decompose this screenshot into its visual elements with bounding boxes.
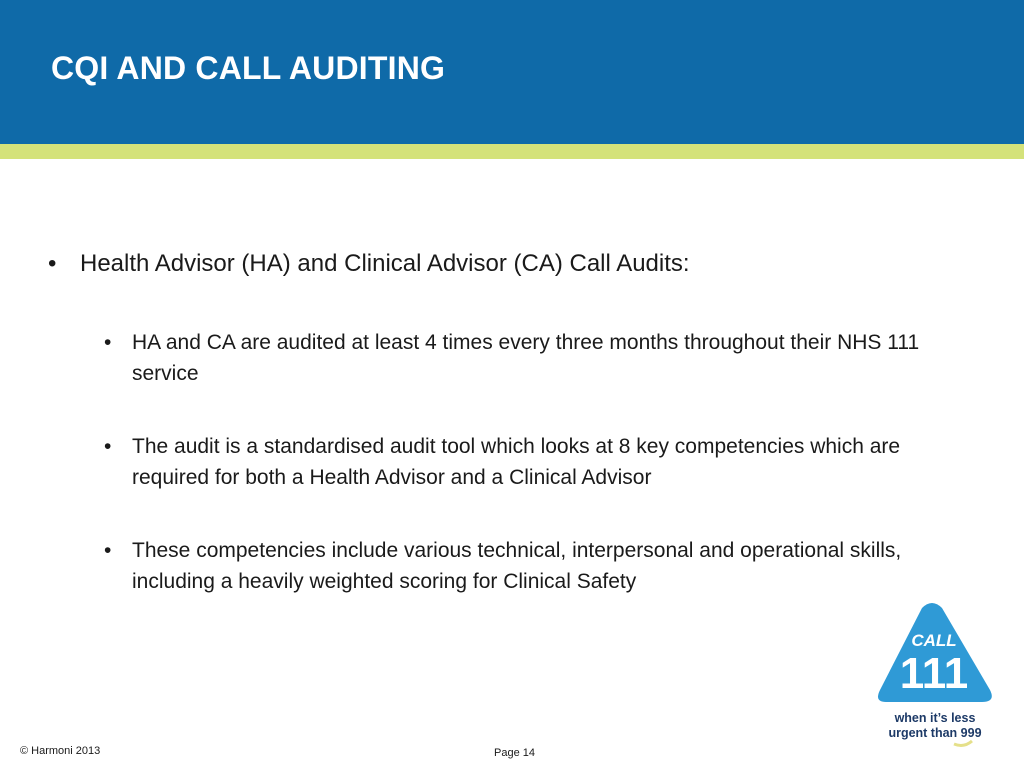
bullet-marker: • xyxy=(104,539,112,562)
logo-111-text: 111 xyxy=(899,649,969,698)
bullet-marker: • xyxy=(104,331,112,354)
main-bullet-text: Health Advisor (HA) and Clinical Advisor (CA) Call Audits: xyxy=(80,250,690,277)
bullet-marker: • xyxy=(104,435,112,458)
bullet-marker: • xyxy=(48,250,57,277)
footer-copyright: © Harmoni 2013 xyxy=(20,745,101,757)
nhs-111-logo xyxy=(872,598,1000,748)
logo-call-text: CALL xyxy=(911,631,957,650)
sub-bullet-text: The audit is a standardised audit tool which looks at 8 key competencies which are required for both a Health Advisor and a Clinical Advisor xyxy=(132,435,901,489)
sub-bullet-text: HA and CA are audited at least 4 times every three months throughout their NHS 111 service xyxy=(132,331,920,385)
logo-tagline-line1: when it’s less xyxy=(894,711,976,725)
logo-tagline-line2: urgent than 999 xyxy=(888,726,982,740)
slide-title: CQI AND CALL AUDITING xyxy=(51,50,446,86)
sub-bullet-text: These competencies include various technical, interpersonal and operational skills, including a heavily weighted scoring for Clinical Safety xyxy=(132,539,902,593)
footer-page-number: Page 14 xyxy=(494,747,535,759)
logo-accent-swoosh xyxy=(954,741,972,745)
